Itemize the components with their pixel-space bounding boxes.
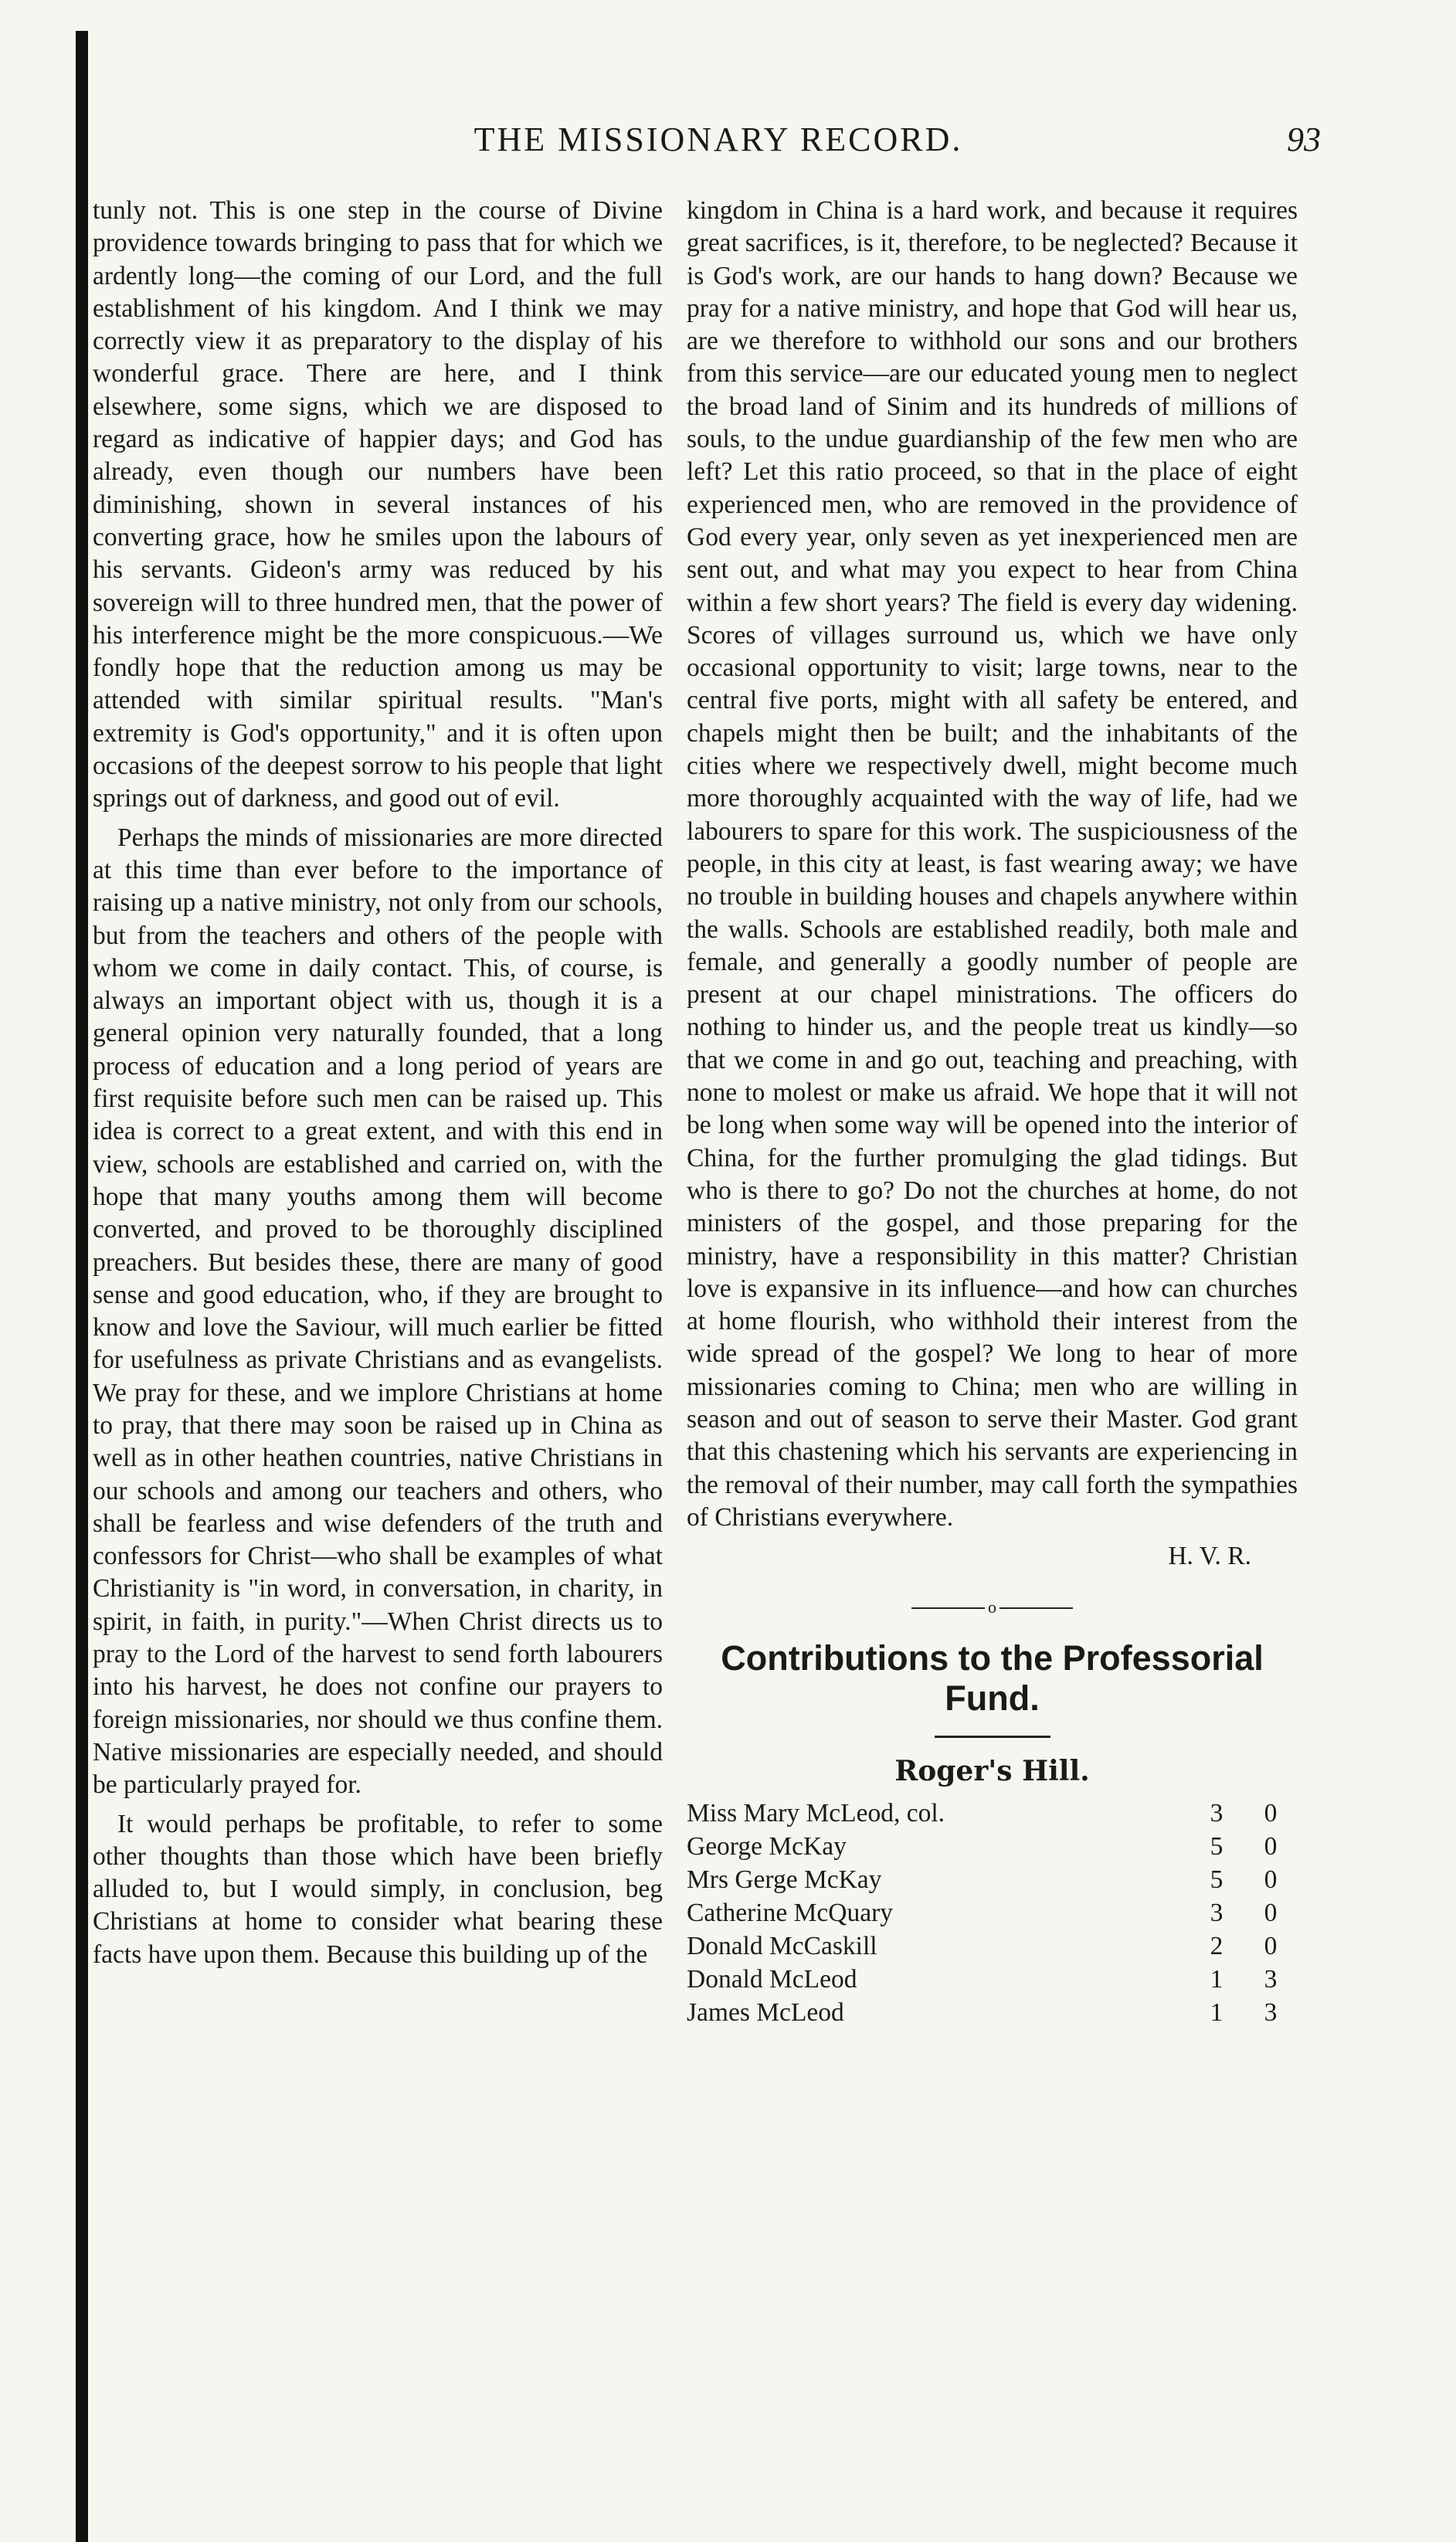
contributor-name: James McLeod xyxy=(687,1998,844,2028)
contributor-name: Miss Mary McLeod, col. xyxy=(687,1799,945,1828)
contributor-name: Donald McLeod xyxy=(687,1965,857,1994)
signature-line xyxy=(687,1540,1298,1573)
section-divider xyxy=(687,1591,1298,1624)
amount-shillings: 5 xyxy=(1210,1832,1224,1862)
paragraph: tunly not. This is one step in the course of Divine providence towards bringing to pass that for which we ardently long—the coming of our Lord, and the full establishment of his kingdom. And I think we may correctly view it as preparatory to the display of his wonderful grace. There are here, and I think elsewhere, some signs, which we are disposed to regard as indicative of happier days; and God has already, even though our numbers have been diminishing, shown in several instances of his converting grace, how he smiles upon the labours of his servants. Gideon's army was reduced by his sovereign will to three hundred men, that the power of his interference might be the more conspicuous.—We fondly hope that the reduction among us may be attended with similar spiritual results. "Man's extremity is God's opportunity," and it is often upon occasions of the deepest sorrow to his people that light springs out of darkness, and good out of evil. xyxy=(93,196,663,813)
contributor-name: George McKay xyxy=(687,1832,847,1862)
amount-shillings: 1 xyxy=(1210,1965,1224,1994)
list-item xyxy=(687,1797,1298,1830)
location-heading: Roger's Hill. xyxy=(894,1754,1090,1787)
list-item xyxy=(687,1929,1298,1963)
page-number: 93 xyxy=(1287,120,1321,158)
divider-rule xyxy=(911,1607,985,1609)
amount-shillings: 3 xyxy=(1210,1899,1224,1928)
amount-pence: 3 xyxy=(1264,1998,1278,2028)
contributor-name: Catherine McQuary xyxy=(687,1899,893,1928)
left-column xyxy=(93,195,663,1977)
list-item xyxy=(687,1863,1298,1896)
heading-rule xyxy=(935,1736,1050,1738)
amount-pence: 0 xyxy=(1264,1865,1278,1895)
divider-mark: o xyxy=(988,1597,996,1617)
list-item xyxy=(687,1996,1298,2029)
list-item xyxy=(687,1830,1298,1863)
amount-pence: 3 xyxy=(1264,1965,1278,1994)
signature: H. V. R. xyxy=(1168,1542,1251,1571)
amount-pence: 0 xyxy=(1264,1932,1278,1961)
divider-rule xyxy=(1000,1607,1073,1609)
amount-pence: 0 xyxy=(1264,1899,1278,1928)
paragraph: Perhaps the minds of missionaries are more directed at this time than ever before to the importance of raising up a native ministry, not only from our schools, but from the teachers and others of the people with whom we come in daily contact. This, of course, is always an important object with us, though it is a general opinion very naturally founded, that a long process of education and a long period of years are first requisite before such men can be raised up. This idea is correct to a great extent, and with this end in view, schools are established and carried on, with the hope that many youths among them will become converted, and proved to be thoroughly disciplined preachers. But besides these, there are many of good sense and good education, who, if they are brought to know and love the Saviour, will much earlier be fitted for usefulness as private Christians and as evangelists. We pray for these, and we implore Christians at home to pray, that there may soon be raised up in China as well as in other heathen countries, native Christians in our schools and among our teachers and others, who shall be fearless and wise defenders of the truth and confessors for Christ—who shall be examples of what Christianity is "in word, in conversation, in charity, in spirit, in faith, in purity."—When Christ directs us to pray to the Lord of the harvest to send forth labourers into his harvest, he does not confine our prayers to foreign missionaries, nor should we thus confine them. Native missionaries are especially needed, and should be particularly prayed for. xyxy=(93,823,663,1800)
amount-shillings: 1 xyxy=(1210,1998,1224,2028)
running-head: THE MISSIONARY RECORD. xyxy=(473,120,963,158)
amount-pence: 0 xyxy=(1264,1832,1278,1862)
page-header xyxy=(116,120,1321,166)
paragraph: It would perhaps be profitable, to refer to some other thoughts than those which have been briefly alluded to, but I would simply, in conclusion, beg Christians at home to consider what bearing these facts have upon them. Because this building up of the xyxy=(93,1809,663,1969)
contributor-name: Donald McCaskill xyxy=(687,1932,877,1961)
amount-shillings: 3 xyxy=(1210,1799,1224,1828)
section-heading: Contributions to the Professorial Fund. xyxy=(721,1638,1264,1718)
amount-shillings: 2 xyxy=(1210,1932,1224,1961)
binding-edge xyxy=(76,31,88,2542)
list-item xyxy=(687,1896,1298,1929)
contributions-list xyxy=(687,1797,1298,2029)
amount-pence: 0 xyxy=(1264,1799,1278,1828)
paragraph: kingdom in China is a hard work, and because it requires great sacrifices, is it, therefore, to be neglected? Because it is God's work, are our hands to hang down? Because we pray for a native ministry, and hope that God will hear us, are we therefore to withhold our sons and our brothers from this service—are our educated young men to neglect the broad land of Sinim and its hundreds of millions of souls, to the undue guardianship of the few men who are left? Let this ratio proceed, so that in the place of eight experienced men, who are removed in the providence of God every year, only seven as yet inexperienced men are sent out, and what may you expect to hear from China within a few short years? The field is every day widening. Scores of villages surround us, which we have only occasional opportunity to visit; large towns, near to the central five ports, might with all safety be entered, and chapels might then be built; and the inhabitants of the cities where we respectively dwell, might become much more thoroughly acquainted with the way of life, had we labourers to spare for this work. The suspiciousness of the people, in this city at least, is fast wearing away; we have no trouble in building houses and chapels anywhere within the walls. Schools are established readily, both male and female, and generally a goodly number of people are present at our chapel ministrations. The officers do nothing to hinder us, and the people treat us kindly—so that we come in and go out, teaching and preaching, with none to molest or make us afraid. We hope that it will not be long when some way will be opened into the interior of China, for the further promulging the glad tidings. But who is there to go? Do not the churches at home, do not ministers of the gospel, and those preparing for the ministry, have a responsibility in this matter? Christian love is expansive in its influence—and how can churches at home flourish, who withhold their interest from the wide spread of the gospel? We long to hear of more missionaries coming to China; men who are willing in season and out of season to serve their Master. God grant that this chastening which his servants are experiencing in the removal of their number, may call forth the sympathies of Christians everywhere. xyxy=(687,196,1298,1532)
contributor-name: Mrs Gerge McKay xyxy=(687,1865,882,1895)
amount-shillings: 5 xyxy=(1210,1865,1224,1895)
right-column xyxy=(687,195,1298,2029)
list-item xyxy=(687,1963,1298,1996)
